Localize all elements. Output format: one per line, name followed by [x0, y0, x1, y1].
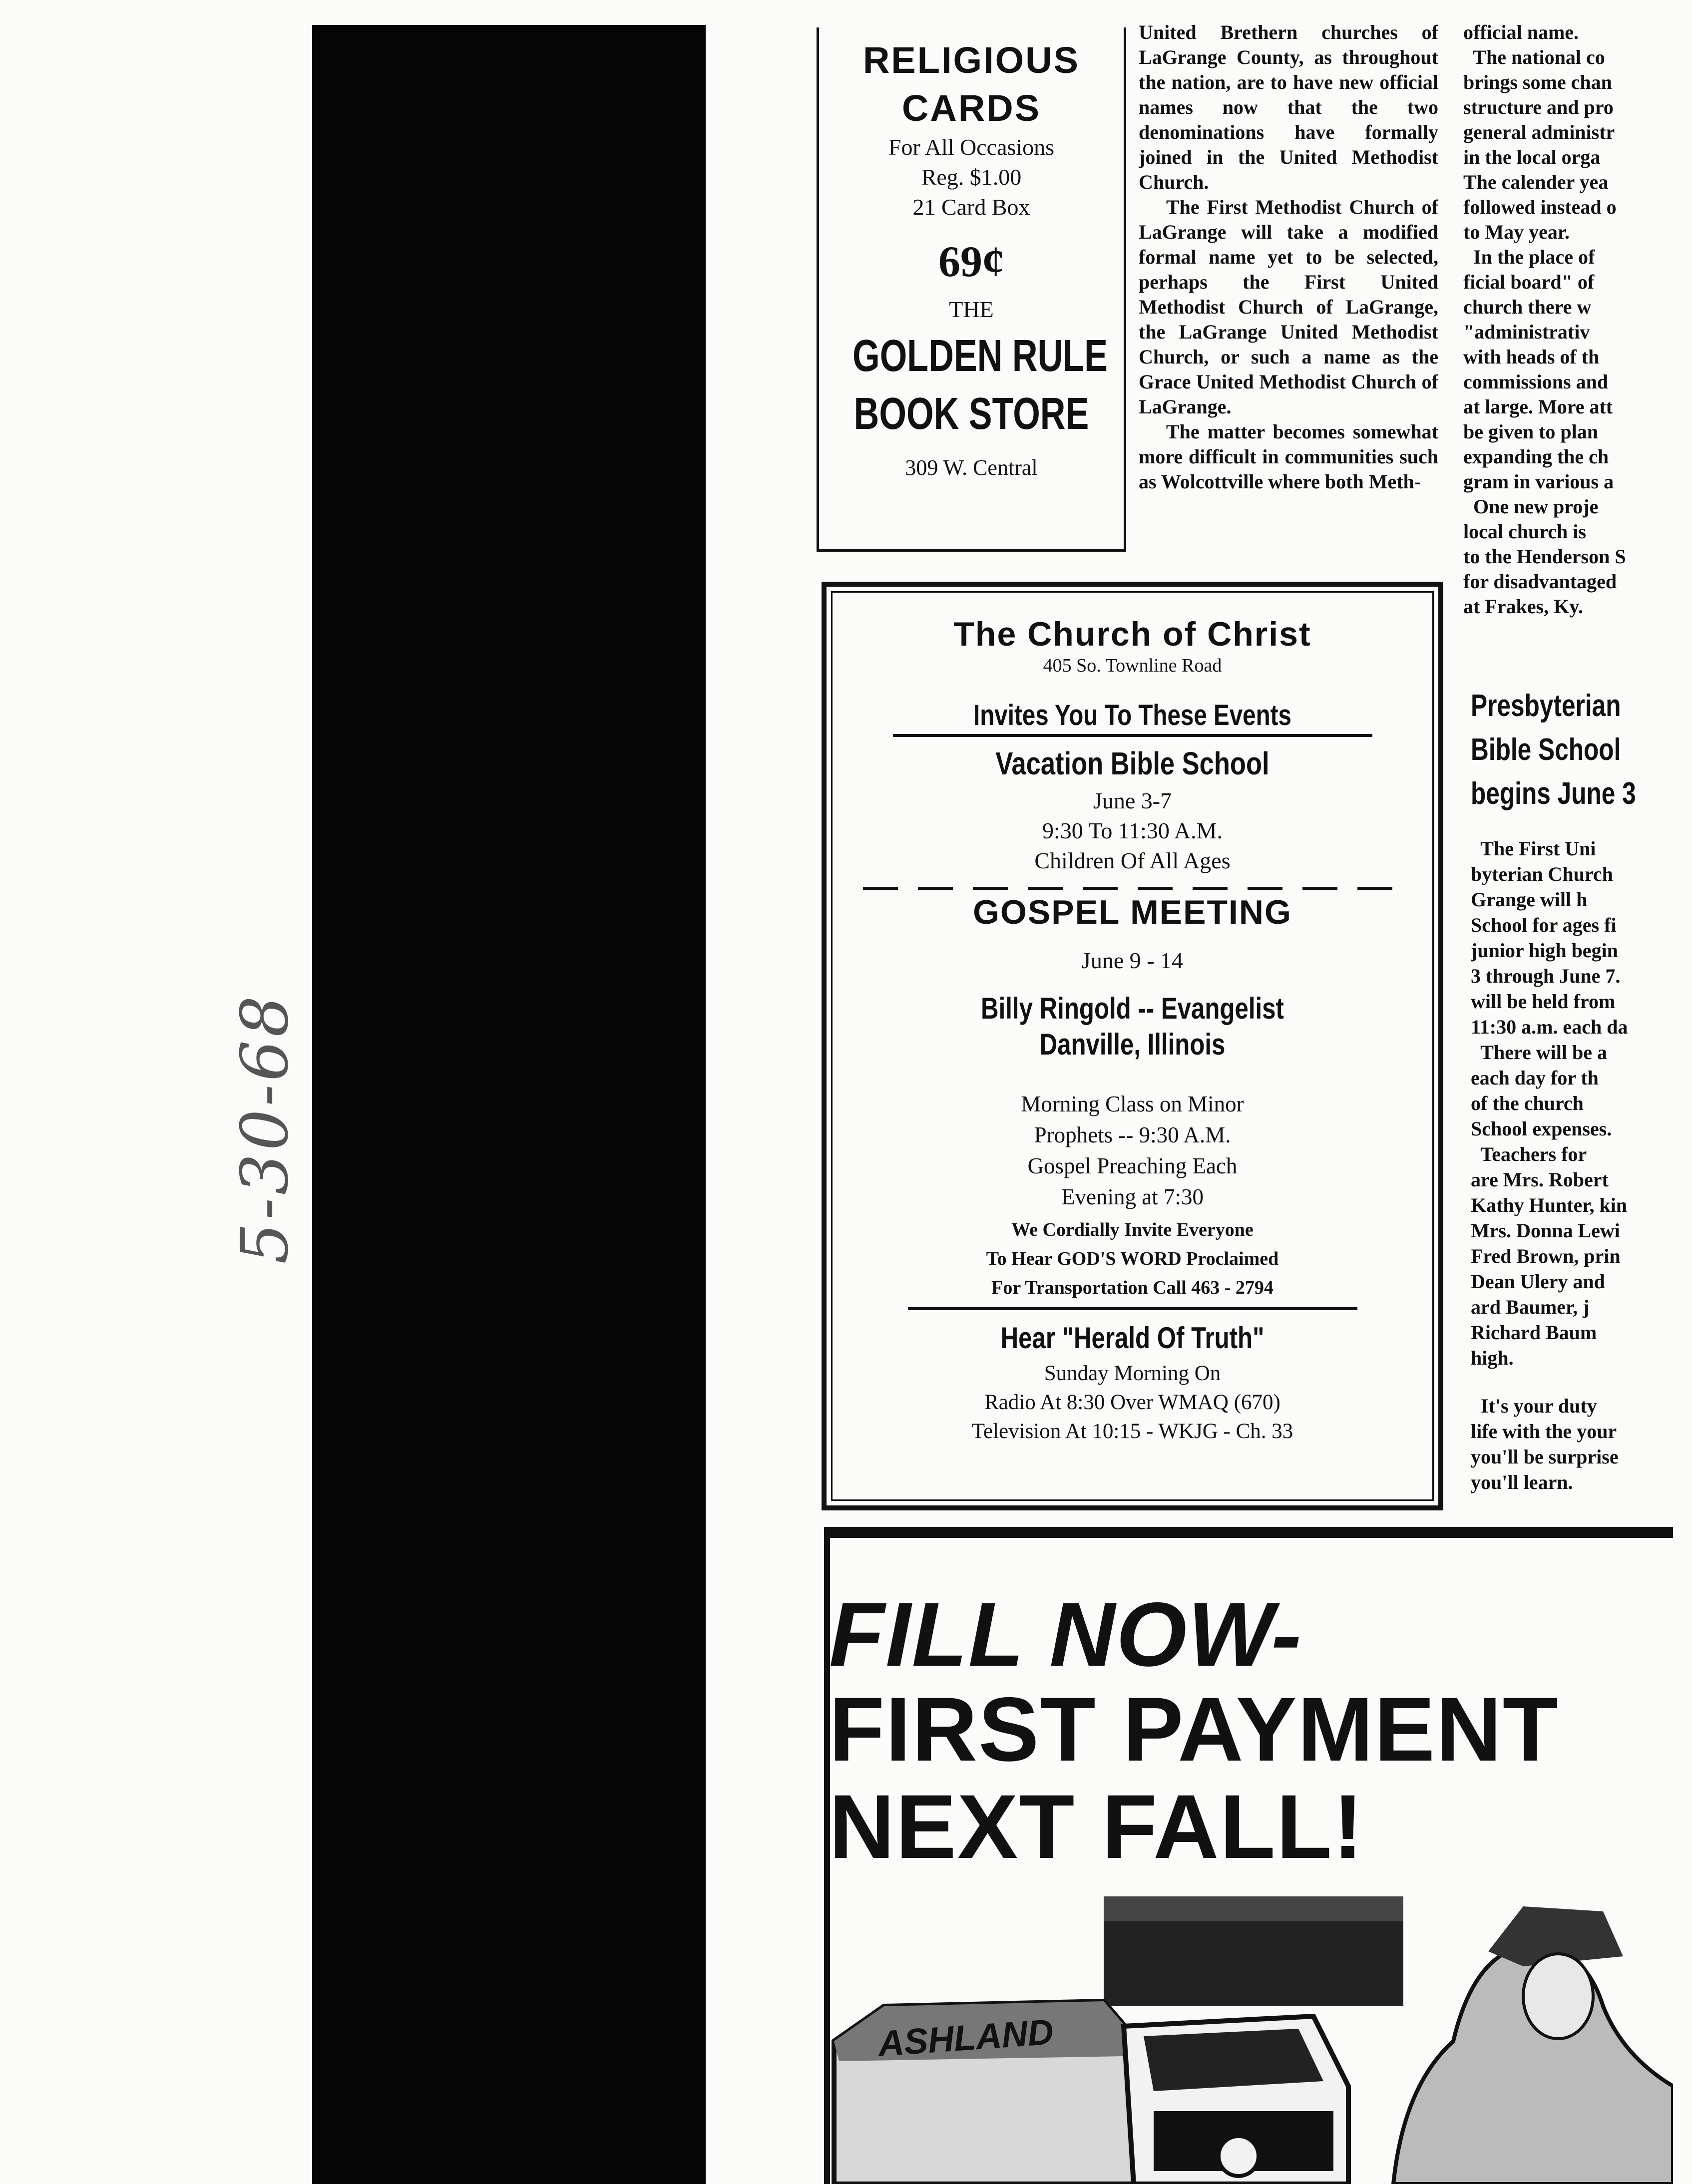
article-paragraph: The matter becomes somewhat more difficult in communities such as Wolcottville where both Meth- [1139, 420, 1438, 493]
evangelist-city: Danville, Illinois [1039, 1028, 1226, 1061]
store-name-line: BOOK STORE [853, 389, 1089, 439]
ad-headline-line: NEXT FALL! [829, 1776, 1364, 1877]
column-text-line: commissions and [1463, 370, 1609, 393]
column-text-line: The calender yea [1463, 171, 1609, 193]
article-text-line: Fred Brown, prin [1471, 1245, 1621, 1267]
building-roof [1104, 1896, 1403, 1921]
church-name: The Church of Christ [953, 615, 1311, 653]
cards-regular-price: Reg. $1.00 [921, 164, 1022, 190]
morning-class-line: Morning Class on Minor [1021, 1092, 1244, 1116]
presbyterian-article [1471, 684, 1668, 1508]
column-text-line: at Frakes, Ky. [1463, 595, 1583, 618]
handwritten-date-note: 5-30-68 [227, 993, 303, 1264]
article-text-line: It's your duty [1471, 1395, 1597, 1417]
article-text-line: junior high begin [1471, 939, 1618, 962]
column-text-line: local church is [1463, 520, 1586, 543]
cards-box-size: 21 Card Box [912, 194, 1030, 220]
article-text-line: Teachers for [1471, 1143, 1587, 1165]
cards-title-line: RELIGIOUS [862, 39, 1080, 81]
column-text-line: One new proje [1463, 495, 1599, 518]
column-text-line: to May year. [1463, 221, 1570, 243]
article-text-line: high. [1471, 1347, 1514, 1369]
article-text-line: School for ages fi [1471, 914, 1617, 936]
article-text-line: you'll be surprise [1471, 1446, 1619, 1468]
article-text-line: School expenses. [1471, 1117, 1612, 1140]
evangelist-name: Billy Ringold -- Evangelist [981, 992, 1284, 1025]
delivery-truck-illustration [824, 1876, 1673, 2184]
column-text-line: at large. More att [1463, 395, 1613, 418]
article-text-line: There will be a [1471, 1041, 1607, 1064]
religious-cards-ad [817, 27, 1126, 552]
divider-rule [893, 734, 1372, 737]
church-of-christ-ad [822, 582, 1443, 1510]
morning-class-line: Prophets -- 9:30 A.M. [1034, 1122, 1231, 1147]
column-text-line: in the local orga [1463, 146, 1601, 168]
truck-brand-label: ASHLAND [876, 2012, 1055, 2064]
article-text-line: Dean Ulery and [1471, 1270, 1605, 1293]
column-text-line: for disadvantaged [1463, 570, 1617, 593]
cards-title-line: CARDS [901, 87, 1041, 129]
ashland-fuel-ad [824, 1527, 1673, 2184]
column-text-line: In the place of [1463, 246, 1595, 268]
article-text-line: Mrs. Donna Lewi [1471, 1219, 1620, 1242]
ad-border-top [824, 1527, 1673, 1538]
article-text-line: 3 through June 7. [1471, 965, 1621, 987]
article-text-line: ard Baumer, j [1471, 1296, 1590, 1318]
cards-the: THE [949, 297, 994, 322]
divider-rule [908, 1307, 1357, 1310]
column-text-line: general administr [1463, 121, 1615, 143]
article-text-line: are Mrs. Robert [1471, 1168, 1609, 1191]
column-text-line: be given to plan [1463, 420, 1599, 443]
broadcast-line: Radio At 8:30 Over WMAQ (670) [984, 1391, 1280, 1414]
cards-occasions: For All Occasions [888, 134, 1055, 160]
article-text-line: life with the your [1471, 1420, 1617, 1443]
invite-heading: Invites You To These Events [973, 699, 1291, 731]
vbs-dates: June 3-7 [1093, 788, 1172, 813]
redaction-bar [312, 25, 706, 2184]
column-text-line: to the Henderson S [1463, 545, 1626, 568]
right-article-column [1463, 20, 1673, 634]
column-text-line: brings some chan [1463, 71, 1612, 93]
preaching-line: Gospel Preaching Each [1027, 1153, 1238, 1178]
article-headline-line: Bible School [1471, 732, 1621, 767]
column-text-line: gram in various a [1463, 470, 1614, 493]
column-text-line: followed instead o [1463, 196, 1617, 218]
article-text-line: byterian Church [1471, 863, 1613, 885]
article-text-line: each day for th [1471, 1067, 1599, 1089]
article-text-line: of the church [1471, 1092, 1584, 1114]
article-paragraph: The First Methodist Church of LaGrange will take a modified formal name yet to be selected, perhaps the First United Methodist Church of LaGrange, the LaGrange United Methodist Church, or such a name as the Grace United Methodist Church of LaGrange. [1139, 196, 1438, 418]
article-text-line: will be held from [1471, 990, 1616, 1013]
article-text-line: Kathy Hunter, kin [1471, 1194, 1628, 1216]
herald-of-truth-heading: Hear "Herald Of Truth" [1000, 1321, 1265, 1355]
gospel-meeting-title: GOSPEL MEETING [973, 893, 1292, 931]
truck-windshield [1144, 2029, 1323, 2091]
broadcast-line: Sunday Morning On [1044, 1362, 1221, 1385]
store-name-line: GOLDEN RULE [852, 331, 1108, 381]
preaching-line: Evening at 7:30 [1061, 1184, 1204, 1209]
article-text-line: 11:30 a.m. each da [1471, 1016, 1628, 1038]
broadcast-line: Television At 10:15 - WKJG - Ch. 33 [971, 1420, 1293, 1443]
column-text-line: structure and pro [1463, 96, 1614, 118]
article-text-line: The First Uni [1471, 837, 1596, 860]
truck-headlight [1219, 2136, 1259, 2176]
column-text-line: The national co [1463, 46, 1605, 68]
driver-face [1523, 1954, 1593, 2039]
methodist-article-column [1139, 20, 1438, 564]
invitation-line: We Cordially Invite Everyone [1011, 1219, 1254, 1240]
vbs-ages: Children Of All Ages [1034, 848, 1231, 873]
invitation-line: To Hear GOD'S WORD Proclaimed [986, 1248, 1279, 1269]
ad-headline-line: FIRST PAYMENT [829, 1678, 1559, 1780]
cards-sale-price: 69¢ [938, 238, 1004, 286]
ad-headline-line: FILL NOW- [829, 1583, 1302, 1685]
transportation-phone: For Transportation Call 463 - 2794 [991, 1277, 1273, 1298]
gospel-dates: June 9 - 14 [1081, 948, 1184, 973]
column-text-line: official name. [1463, 21, 1579, 43]
store-address: 309 W. Central [905, 455, 1038, 480]
article-text-line: you'll learn. [1471, 1471, 1573, 1493]
article-paragraph: United Brethern churches of LaGrange County, as throughout the nation, are to have new official names now that the two denominations have formally joined in the United Methodist Church. [1139, 21, 1438, 193]
vbs-time: 9:30 To 11:30 A.M. [1042, 818, 1223, 843]
article-headline-line: begins June 3 [1471, 776, 1636, 811]
article-headline-line: Presbyterian [1471, 689, 1621, 723]
background-building [1104, 1916, 1403, 2006]
church-address: 405 So. Townline Road [1043, 655, 1222, 676]
article-text-line: Richard Baum [1471, 1321, 1597, 1344]
column-text-line: with heads of th [1463, 346, 1600, 368]
column-text-line: "administrativ [1463, 321, 1590, 343]
column-text-line: expanding the ch [1463, 445, 1609, 468]
column-text-line: church there w [1463, 296, 1592, 318]
vbs-title: Vacation Bible School [995, 745, 1269, 781]
column-text-line: ficial board" of [1463, 271, 1595, 293]
article-text-line: Grange will h [1471, 888, 1588, 911]
